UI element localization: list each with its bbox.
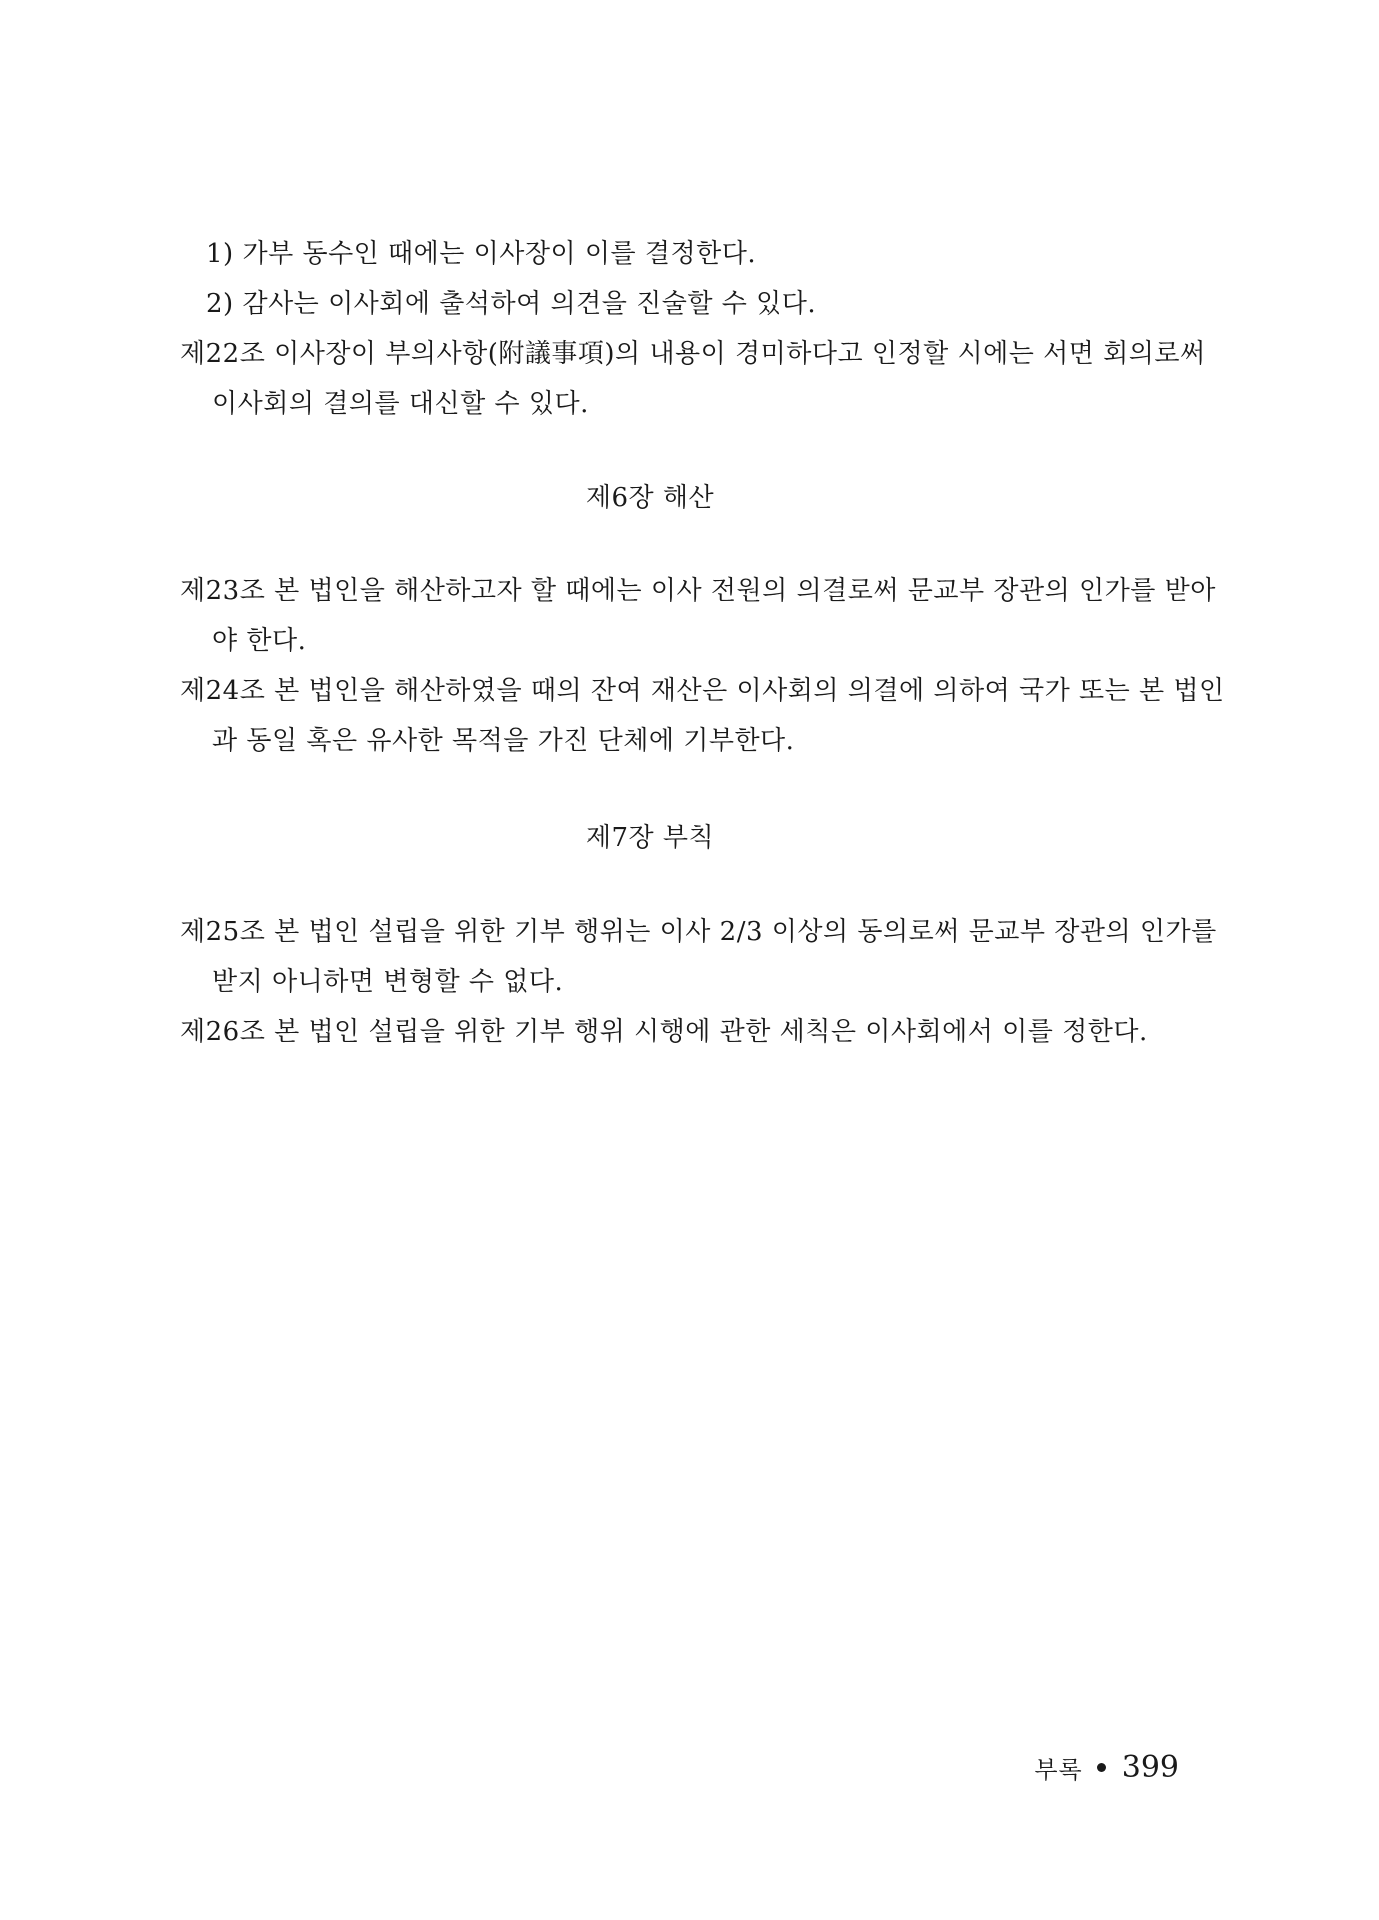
article-25-line-2: 받지 아니하면 변형할 수 없다. [212, 967, 564, 997]
article-22-line-2: 이사회의 결의를 대신할 수 있다. [212, 389, 589, 419]
article-26-line-1: 제26조 본 법인 설립을 위한 기부 행위 시행에 관한 세칙은 이사회에서 이를 정한다. [180, 1017, 1148, 1047]
footer-section-label: 부록 [1034, 1757, 1083, 1784]
sub-item-2: 2) 감사는 이사회에 출석하여 의견을 진술할 수 있다. [206, 289, 817, 319]
article-22-line-1: 제22조 이사장이 부의사항(附議事項)의 내용이 경미하다고 인정할 시에는 서면 회의로써 [180, 339, 1206, 369]
page-footer [1034, 1750, 1179, 1785]
article-23-line-1: 제23조 본 법인을 해산하고자 할 때에는 이사 전원의 의결로써 문교부 장관의 인가를 받아 [180, 576, 1216, 606]
chapter-6-heading: 제6장 해산 [585, 483, 715, 513]
article-24-line-2: 과 동일 혹은 유사한 목적을 가진 단체에 기부한다. [212, 726, 795, 756]
article-24-line-1: 제24조 본 법인을 해산하였을 때의 잔여 재산은 이사회의 의결에 의하여 국가 또는 본 법인 [180, 676, 1225, 706]
sub-item-1: 1) 가부 동수인 때에는 이사장이 이를 결정한다. [206, 239, 757, 269]
bullet-icon [1097, 1763, 1106, 1772]
article-25-line-1: 제25조 본 법인 설립을 위한 기부 행위는 이사 2/3 이상의 동의로써 문교부 장관의 인가를 [180, 917, 1217, 947]
chapter-7-heading: 제7장 부칙 [585, 823, 715, 853]
article-23-line-2: 야 한다. [212, 626, 307, 656]
page-number: 399 [1121, 1750, 1179, 1785]
